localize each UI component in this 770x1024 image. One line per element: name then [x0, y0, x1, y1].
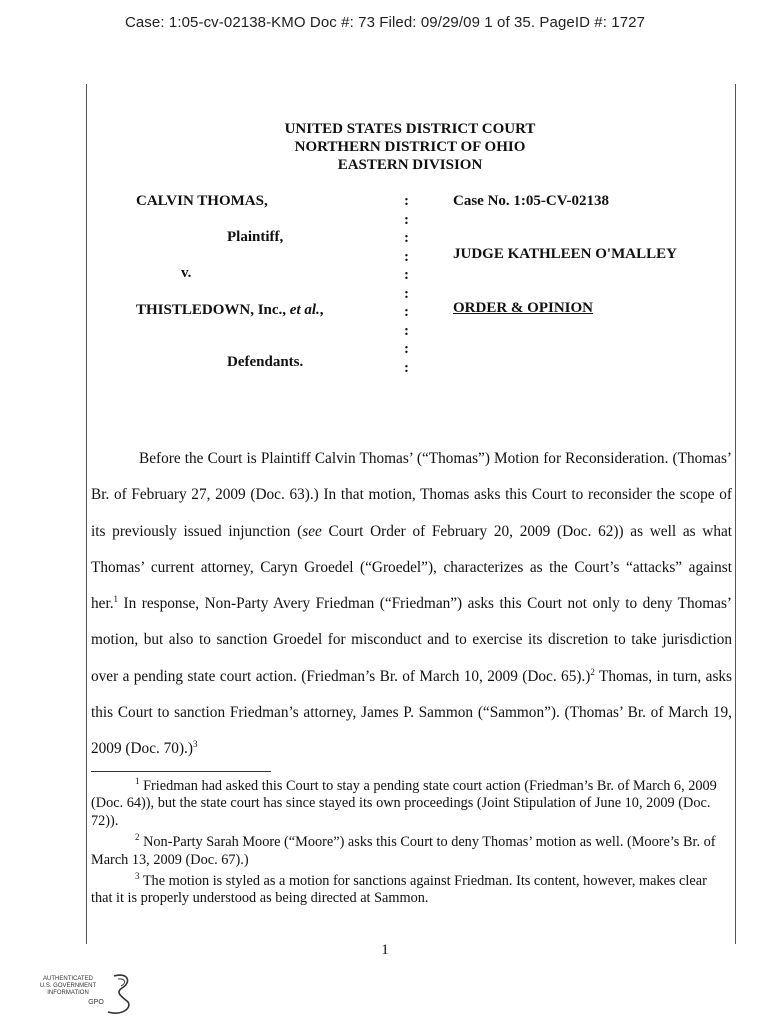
- case-caption: [0, 191, 770, 376]
- plaintiff-name: CALVIN THOMAS,: [136, 193, 268, 209]
- footnote-separator: [91, 771, 271, 772]
- footnote-number: 1: [135, 776, 140, 787]
- footnote-3: [91, 873, 731, 908]
- court-district: NORTHERN DISTRICT OF OHIO: [294, 139, 526, 155]
- footnote-text: The motion is styled as a motion for sanctions against Friedman. Its content, however, makes clear that it is properly understood as being directed at Sammon.: [91, 873, 707, 907]
- footnote-ref-3: 3: [192, 739, 198, 750]
- opinion-paragraph: Before the Court is Plaintiff Calvin Thomas’ (“Thomas”) Motion for Reconsideration. (Thomas’ Br. of February 27, 2009 (Doc. 63).) In that motion, Thomas asks this Court to reconsider the scope of its previously issued injunction (see Court Order of February 20, 2009 (Doc. 62)) as well as what Thomas’ current attorney, Caryn Groedel (“Groedel”), characterizes as the Court’s “attacks” against her.$^1$ In response, Non-Party Avery Friedman (“Friedman”) asks this Court not only to deny Thomas’ motion, but also to sanction Groedel for misconduct and to exercise its discretion to take jurisdiction over a pending state court action. (Friedman’s Br. of March 10, 2009 (Doc. 65).)$^2$ Thomas, in turn, asks this Court to sanction Friedman’s attorney, James P. Sammon (“Sammon”). (Thomas’ Br. of March 19, 2009 (Doc. 70).)$^3$: [91, 450, 733, 758]
- footnote-number: 3: [135, 871, 140, 882]
- case-header-stamp: Case: 1:05-cv-02138-KMO Doc #: 73 Filed: 09/29/09 1 of 35. PageID #: 1727: [124, 14, 646, 31]
- case-number: Case No. 1:05-CV-02138: [453, 193, 609, 209]
- seal-line-2: U.S. GOVERNMENT: [39, 983, 97, 989]
- footnote-ref-1: 1: [113, 594, 119, 605]
- eagle-icon: [108, 975, 129, 1013]
- seal-line-4: GPO: [88, 999, 104, 1006]
- footnote-text: Friedman had asked this Court to stay a pending state court action (Friedman’s Br. of March 6, 2009 (Doc. 64)), but the state court has since stayed its own proceedings (Joint Stipulation of June 10, 2009 (Doc. 72)).: [91, 778, 717, 829]
- court-division: EASTERN DIVISION: [337, 157, 483, 173]
- seal-line-1: AUTHENTICATED: [43, 976, 93, 982]
- footnote-1: [91, 778, 731, 830]
- defendant-role: Defendants.: [227, 354, 304, 370]
- seal-line-3: INFORMATION: [47, 990, 89, 996]
- gpo-authentication-seal: [28, 970, 138, 1018]
- footnote-number: 2: [135, 832, 140, 843]
- footnote-2: [91, 834, 731, 869]
- et-al-italic: et al.: [289, 302, 320, 318]
- footnote-ref-2: 2: [590, 666, 595, 677]
- footnote-text: Non-Party Sarah Moore (“Moore”) asks this Court to deny Thomas’ motion as well. (Moore’s Br. of March 13, 2009 (Doc. 67).): [91, 834, 716, 868]
- plaintiff-role: Plaintiff,: [227, 229, 284, 245]
- versus-label: v.: [181, 265, 192, 281]
- footnotes: [91, 778, 731, 912]
- court-name: UNITED STATES DISTRICT COURT: [284, 121, 536, 137]
- see-signal: see: [302, 522, 322, 540]
- page-number: 1: [381, 942, 389, 958]
- caption-colon-column: : : : : : : : : : :: [404, 193, 409, 376]
- court-heading: [0, 120, 770, 174]
- judge-name: JUDGE KATHLEEN O'MALLEY: [453, 246, 677, 262]
- defendant-name: THISTLEDOWN, Inc., et al.,: [136, 302, 324, 318]
- order-title: ORDER & OPINION: [453, 300, 594, 316]
